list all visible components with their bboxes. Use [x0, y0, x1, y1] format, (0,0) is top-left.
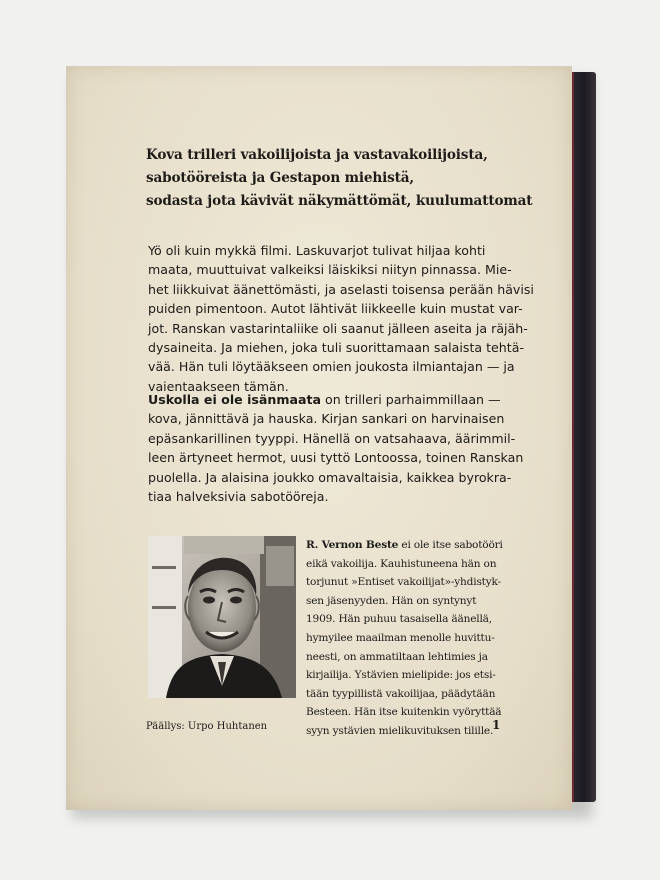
page-number: 1 — [492, 718, 501, 732]
bio-line: sen jäsenyyden. Hän on syntynyt — [306, 594, 477, 607]
headline-line: Kova trilleri vakoilijoista ja vastavakoilijoista, — [146, 147, 488, 163]
bio-line: hymyilee maailman menolle huvittu- — [306, 631, 495, 644]
bio-line: Besteen. Hän itse kuitenkin vyöryttää — [306, 706, 502, 719]
book-spine — [572, 72, 596, 802]
review-line: epäsankarillinen tyyppi. Hänellä on vatsahaava, äärimmil- — [148, 430, 516, 446]
intro-paragraph — [148, 241, 534, 396]
review-line: kova, jännittävä ja hauska. Kirjan sankari on harvinaisen — [148, 411, 505, 427]
bio-line: tään tyypillistä vakoilijaa, päädytään — [306, 687, 496, 700]
intro-line: vää. Hän tuli löytääkseen omien joukosta ilmiantajan — ja — [148, 359, 515, 375]
bio-line: syyn ystävien mielikuvituksen tilille. — [306, 724, 494, 737]
bio-first-line — [306, 536, 506, 555]
bio-line: kirjailija. Ystävien mielipide: jos etsi- — [306, 669, 496, 682]
review-line: leen ärtyneet hermot, uusi tyttö Lontoossa, toinen Ranskan — [148, 450, 524, 466]
review-first-line — [148, 390, 516, 409]
intro-line: maata, muuttuivat valkeiksi läiskiksi niityn pinnassa. Mie- — [148, 262, 512, 278]
author-bio — [306, 536, 506, 741]
intro-line: dysaineita. Ja miehen, joka tuli suorittamaan salaista tehtä- — [148, 340, 524, 356]
intro-line: vaientaakseen tämän. — [148, 378, 289, 394]
review-paragraph — [148, 390, 524, 506]
author-portrait-icon — [148, 536, 296, 698]
review-line-rest: on trilleri parhaimmillaan — — [320, 392, 501, 407]
bio-line: neesti, on ammatiltaan lehtimies ja — [306, 650, 488, 663]
intro-line: het liikkuivat äänettömästi, ja aselasti toisensa perään hävisi — [148, 281, 534, 297]
headline-line: sodasta jota kävivät näkymättömät, kuulumattomat — [146, 193, 533, 209]
bio-line-rest: ei ole itse sabotööri — [398, 539, 503, 551]
cover-credit: Päällys: Urpo Huhtanen — [146, 721, 268, 732]
review-line: tiaa halveksivia sabotööreja. — [148, 489, 329, 505]
review-line: puolella. Ja alaisina joukko omavaltaisia, kaikkea byrokra- — [148, 469, 512, 485]
intro-line: puiden pimentoon. Autot lähtivät liikkeelle kuin mustat var- — [148, 301, 523, 317]
intro-line: Yö oli kuin mykkä filmi. Laskuvarjot tulivat hiljaa kohti — [148, 243, 486, 258]
bio-line: torjunut »Entiset vakoilijat»-yhdistyk- — [306, 576, 501, 589]
headline — [146, 144, 546, 213]
intro-line: jot. Ranskan vastarintaliike oli saanut jälleen aseita ja räjäh- — [148, 320, 528, 336]
book-title: Uskolla ei ole isänmaata — [148, 392, 321, 407]
author-name: R. Vernon Beste — [306, 539, 399, 551]
bio-line: 1909. Hän puhuu tasaisella äänellä, — [306, 613, 492, 626]
author-photo — [148, 536, 296, 698]
headline-line: sabotööreista ja Gestapon miehistä, — [146, 170, 415, 186]
bio-line: eikä vakoilija. Kauhistuneena hän on — [306, 557, 497, 570]
